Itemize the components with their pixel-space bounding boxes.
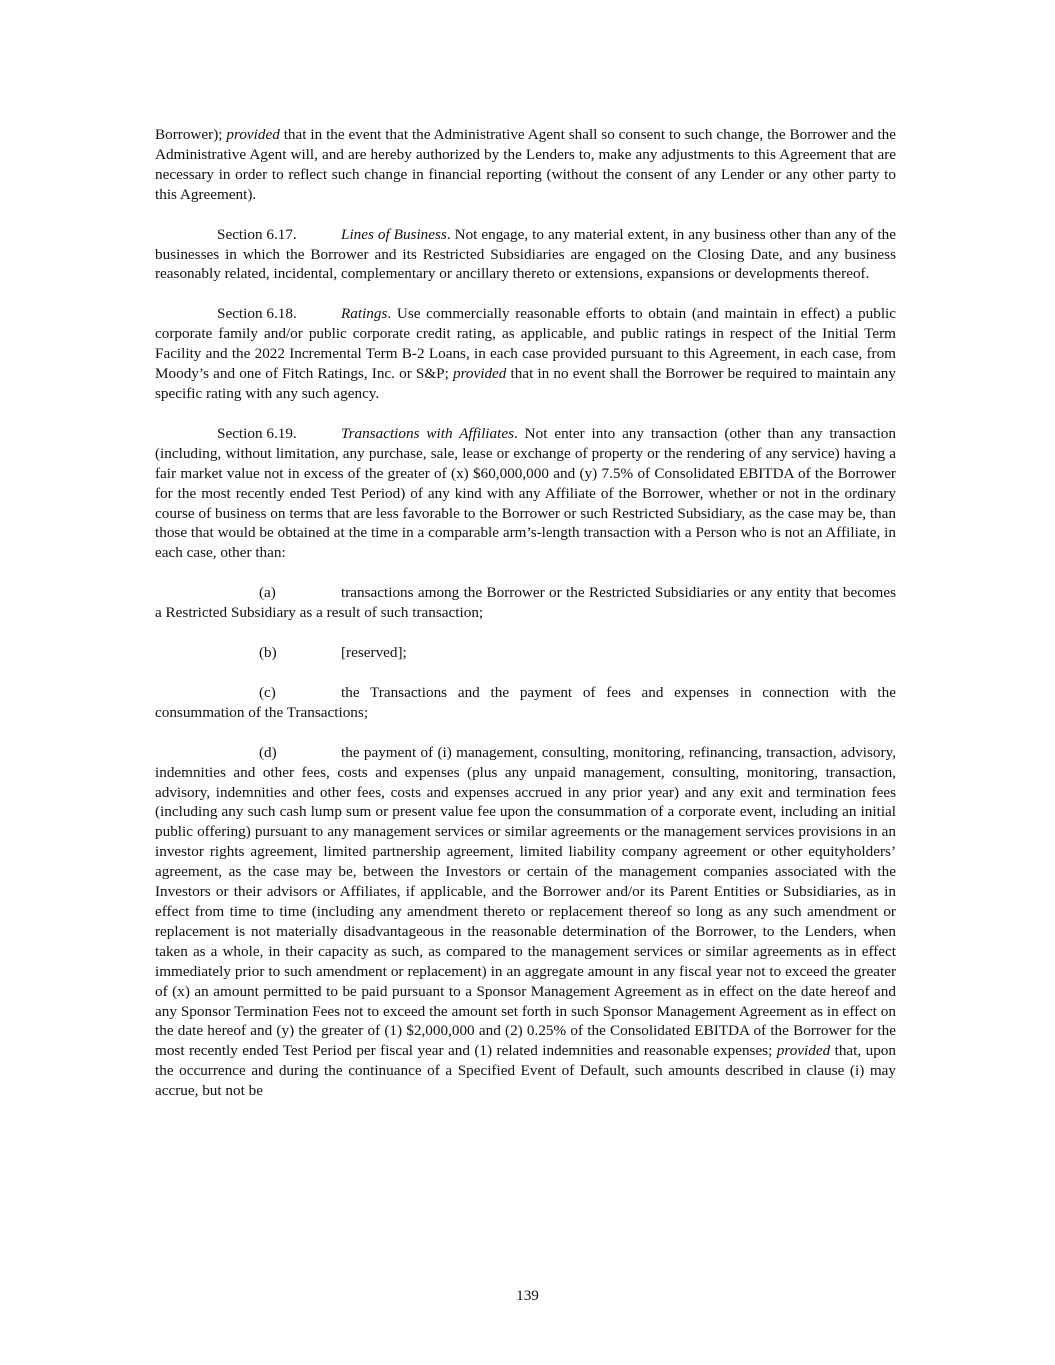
clause-b — [155, 643, 896, 663]
clause-text: the Transactions and the payment of fees and expenses in connection with the consummation of the Transactions; — [155, 683, 896, 721]
section-title: Transactions with Affiliates — [341, 424, 514, 442]
clause-text-continued: that, upon the occurrence and during the continuance of a Specified Event of Default, such amounts described in clause (i) may accrue, but not be — [155, 1042, 896, 1100]
section-6-18 — [155, 304, 896, 404]
clause-text: [reserved]; — [341, 644, 407, 662]
clause-text: the payment of (i) management, consulting, monitoring, refinancing, transaction, advisory, indemnities and other fees, costs and expenses (plus any unpaid management, consulting, monitoring, transaction, advisory, indemnities and other fees, costs and expenses accrued in any prior year) and any exit and termination fees (including any such cash lump sum or present value fee upon the consummation of a corporate event, including an initial public offering) pursuant to any management services or similar agreements or the management services provisions in an investor rights agreement, limited partnership agreement, limited liability company agreement or other equityholders’ agreement, as the case may be, between the Investors or certain of the management companies associated with the Investors or their advisors or Affiliates, if applicable, and the Borrower and/or its Parent Entities or Subsidiaries, as in effect from time to time (including any amendment thereto or replacement thereof so long as any such amendment or replacement is not materially disadvantageous in the reasonable determination of the Borrower, to the Lenders, when taken as a whole, in their capacity as such, as compared to the management services or similar agreements as in effect immediately prior to such amendment or replacement) in an aggregate amount in any fiscal year not to exceed the greater of (x) an amount permitted to be paid pursuant to a Sponsor Management Agreement as in effect on the date hereof and any Sponsor Termination Fees not to exceed the amount set forth in such Sponsor Management Agreement as in effect on the date hereof and (y) the greater of (1) $2,000,000 and (2) 0.25% of the Consolidated EBITDA of the Borrower for the most recently ended Test Period per fiscal year and (1) related indemnities and reasonable expenses; — [155, 743, 896, 1060]
section-text-continued: that in no event shall the Borrower be required to maintain any specific rating with any such agency. — [155, 365, 896, 402]
document-body — [155, 125, 896, 1121]
intro-paragraph: Borrower); provided that in the event that the Administrative Agent shall so consent to such change, the Borrower and the Administrative Agent will, and are hereby authorized by the Lenders to, make any adjustments to this Agreement that are necessary in order to reflect such change in financial reporting (without the consent of any Lender or any other party to this Agreement). — [155, 126, 896, 203]
section-title: Lines of Business — [341, 225, 447, 243]
section-number: Section 6.17. — [217, 225, 297, 243]
section-text: . Use commercially reasonable efforts to obtain (and maintain in effect) a public corporate family and/or public corporate credit rating, as applicable, and public ratings in respect of the Initial Term Facility and the 2022 Incremental Term B-2 Loans, in each case provided pursuant to this Agreement, in each case, from Moody’s and one of Fitch Ratings, Inc. or S&P; — [155, 305, 896, 383]
section-title: Ratings — [341, 305, 388, 323]
provided-italic: provided — [776, 1042, 831, 1060]
section-text: . Not engage, to any material extent, in any business other than any of the businesses in which the Borrower and its Restricted Subsidiaries are engaged on the Closing Date, and any business reasonably related, incidental, complementary or ancillary thereto or extensions, expansions or developments thereof. — [155, 225, 896, 283]
clause-label: (c) — [259, 683, 276, 701]
provided-italic: provided — [452, 365, 507, 383]
section-text: . Not enter into any transaction (other than any transaction (including, without limitation, any purchase, sale, lease or exchange of property or the rendering of any service) having a fair market value not in excess of the greater of (x) $60,000,000 and (y) 7.5% of Consolidated EBITDA of the Borrower for the most recently ended Test Period) of any kind with any Affiliate of the Borrower, whether or not in the ordinary course of business on terms that are less favorable to the Borrower or such Restricted Subsidiary, as the case may be, than those that would be obtained at the time in a comparable arm’s-length transaction with a Person who is not an Affiliate, in each case, other than: — [155, 424, 896, 562]
clause-label: (a) — [259, 584, 276, 602]
clause-text: transactions among the Borrower or the Restricted Subsidiaries or any entity that becomes a Restricted Subsidiary as a result of such transaction; — [155, 584, 896, 622]
clause-a — [155, 583, 896, 623]
clause-label: (d) — [259, 743, 277, 761]
section-6-17 — [155, 225, 896, 285]
provided-italic: provided — [226, 126, 280, 143]
clause-c — [155, 683, 896, 723]
section-number: Section 6.19. — [217, 424, 297, 442]
section-number: Section 6.18. — [217, 305, 297, 323]
clause-label: (b) — [259, 644, 277, 662]
clause-d — [155, 743, 896, 1101]
page-number: 139 — [516, 1287, 539, 1304]
section-6-19 — [155, 424, 896, 563]
